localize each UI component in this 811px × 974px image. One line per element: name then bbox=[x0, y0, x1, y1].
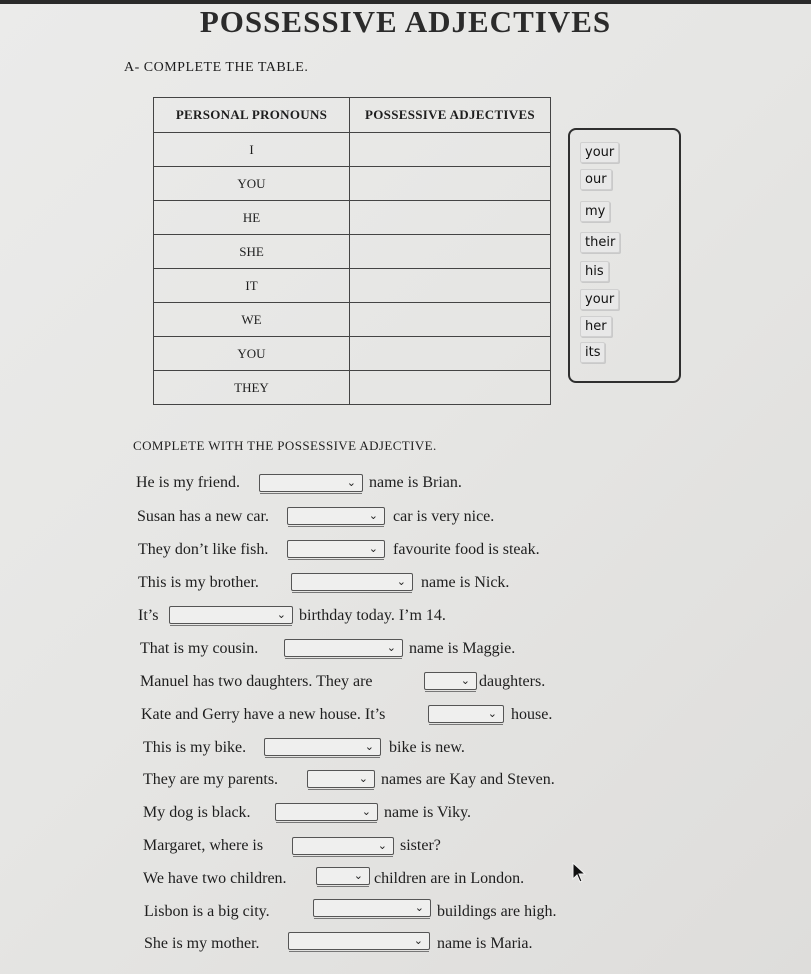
section-a-instruction: A- COMPLETE THE TABLE. bbox=[124, 60, 309, 75]
exercise-7-after: daughters. bbox=[479, 673, 546, 690]
word-chip[interactable]: her bbox=[580, 316, 612, 337]
pronoun-table bbox=[153, 97, 551, 405]
exercise-10-after: names are Kay and Steven. bbox=[381, 771, 555, 788]
chevron-down-icon: ⌄ bbox=[414, 901, 424, 914]
exercise-14-dropdown[interactable] bbox=[313, 899, 431, 917]
exercise-9-after: bike is new. bbox=[389, 739, 465, 756]
chevron-down-icon: ⌄ bbox=[346, 476, 356, 489]
answer-cell[interactable] bbox=[350, 133, 551, 167]
pronoun-cell: SHE bbox=[154, 235, 350, 269]
pronoun-cell: YOU bbox=[154, 167, 350, 201]
pronoun-cell: HE bbox=[154, 201, 350, 235]
chevron-down-icon: ⌄ bbox=[460, 674, 470, 687]
word-chip[interactable]: his bbox=[580, 261, 609, 282]
exercise-15-after: name is Maria. bbox=[437, 935, 533, 952]
chevron-down-icon: ⌄ bbox=[368, 542, 378, 555]
exercise-14-before: Lisbon is a big city. bbox=[144, 903, 270, 920]
answer-cell[interactable] bbox=[350, 303, 551, 337]
table-row bbox=[154, 201, 551, 235]
exercise-8-dropdown[interactable] bbox=[428, 705, 504, 723]
header-possessive-adjectives: POSSESSIVE ADJECTIVES bbox=[350, 98, 551, 133]
worksheet-title: POSSESSIVE ADJECTIVES bbox=[199, 4, 612, 39]
exercise-6-dropdown[interactable] bbox=[284, 639, 403, 657]
exercise-6-before: That is my cousin. bbox=[140, 640, 259, 657]
section-b-instruction: COMPLETE WITH THE POSSESSIVE ADJECTIVE. bbox=[133, 438, 437, 453]
exercise-9-dropdown[interactable] bbox=[264, 738, 381, 756]
word-chip[interactable]: our bbox=[580, 169, 612, 190]
pronoun-cell: IT bbox=[154, 269, 350, 303]
chevron-down-icon: ⌄ bbox=[364, 740, 374, 753]
mouse-pointer-icon bbox=[572, 862, 588, 884]
exercise-10-before: They are my parents. bbox=[143, 771, 279, 788]
exercise-12-before: Margaret, where is bbox=[143, 837, 264, 854]
exercise-3-after: favourite food is steak. bbox=[393, 541, 540, 558]
chevron-down-icon: ⌄ bbox=[396, 575, 406, 588]
exercise-13-dropdown[interactable] bbox=[316, 867, 370, 885]
pronoun-cell: YOU bbox=[154, 337, 350, 371]
exercise-3-dropdown[interactable] bbox=[287, 540, 385, 558]
chevron-down-icon: ⌄ bbox=[353, 869, 363, 882]
exercise-5-dropdown[interactable] bbox=[169, 606, 293, 624]
exercise-10-dropdown[interactable] bbox=[307, 770, 375, 788]
exercise-11-dropdown[interactable] bbox=[275, 803, 378, 821]
chevron-down-icon: ⌄ bbox=[368, 509, 378, 522]
pronoun-cell: THEY bbox=[154, 371, 350, 405]
header-personal-pronouns: PERSONAL PRONOUNS bbox=[154, 98, 350, 133]
exercise-12-after: sister? bbox=[400, 837, 441, 854]
exercise-11-after: name is Viky. bbox=[384, 804, 472, 821]
table-row bbox=[154, 167, 551, 201]
exercise-13-after: children are in London. bbox=[374, 870, 525, 887]
table-header-row bbox=[154, 98, 551, 133]
exercise-2-dropdown[interactable] bbox=[287, 507, 385, 525]
chevron-down-icon: ⌄ bbox=[386, 641, 396, 654]
chevron-down-icon: ⌄ bbox=[361, 805, 371, 818]
pronoun-cell: I bbox=[154, 133, 350, 167]
exercise-4-before: This is my brother. bbox=[138, 574, 259, 591]
answer-cell[interactable] bbox=[350, 167, 551, 201]
word-chip[interactable]: your bbox=[580, 289, 619, 310]
exercise-9-before: This is my bike. bbox=[143, 739, 247, 756]
exercise-8-before: Kate and Gerry have a new house. It’s bbox=[141, 706, 386, 723]
table-row bbox=[154, 303, 551, 337]
exercise-15-before: She is my mother. bbox=[144, 935, 260, 952]
exercise-1-dropdown[interactable] bbox=[259, 474, 363, 492]
table-row bbox=[154, 337, 551, 371]
exercise-4-after: name is Nick. bbox=[421, 574, 510, 591]
chevron-down-icon: ⌄ bbox=[377, 839, 387, 852]
answer-cell[interactable] bbox=[350, 269, 551, 303]
exercise-2-after: car is very nice. bbox=[393, 508, 495, 525]
chevron-down-icon: ⌄ bbox=[413, 934, 423, 947]
pronoun-cell: WE bbox=[154, 303, 350, 337]
exercise-7-dropdown[interactable] bbox=[424, 672, 477, 690]
exercise-1-before: He is my friend. bbox=[136, 474, 240, 491]
exercise-4-dropdown[interactable] bbox=[291, 573, 413, 591]
exercise-7-before: Manuel has two daughters. They are bbox=[140, 673, 373, 690]
word-chip[interactable]: their bbox=[580, 232, 620, 253]
word-chip[interactable]: its bbox=[580, 342, 605, 363]
exercise-11-before: My dog is black. bbox=[143, 804, 251, 821]
exercise-1-after: name is Brian. bbox=[369, 474, 462, 491]
exercise-15-dropdown[interactable] bbox=[288, 932, 430, 950]
exercise-3-before: They don’t like fish. bbox=[138, 541, 269, 558]
table-row bbox=[154, 269, 551, 303]
answer-cell[interactable] bbox=[350, 337, 551, 371]
exercise-2-before: Susan has a new car. bbox=[137, 508, 269, 525]
exercise-5-before: It’s bbox=[138, 607, 159, 624]
table-row bbox=[154, 235, 551, 269]
answer-cell[interactable] bbox=[350, 371, 551, 405]
exercise-12-dropdown[interactable] bbox=[292, 837, 394, 855]
exercise-6-after: name is Maggie. bbox=[409, 640, 516, 657]
chevron-down-icon: ⌄ bbox=[487, 707, 497, 720]
exercise-5-after: birthday today. I’m 14. bbox=[299, 607, 446, 624]
table-row bbox=[154, 371, 551, 405]
word-chip[interactable]: my bbox=[580, 201, 610, 222]
chevron-down-icon: ⌄ bbox=[358, 772, 368, 785]
exercise-8-after: house. bbox=[511, 706, 553, 723]
exercise-13-before: We have two children. bbox=[143, 870, 287, 887]
word-chip[interactable]: your bbox=[580, 142, 619, 163]
answer-cell[interactable] bbox=[350, 201, 551, 235]
exercise-14-after: buildings are high. bbox=[437, 903, 557, 920]
chevron-down-icon: ⌄ bbox=[276, 608, 286, 621]
table-row bbox=[154, 133, 551, 167]
answer-cell[interactable] bbox=[350, 235, 551, 269]
